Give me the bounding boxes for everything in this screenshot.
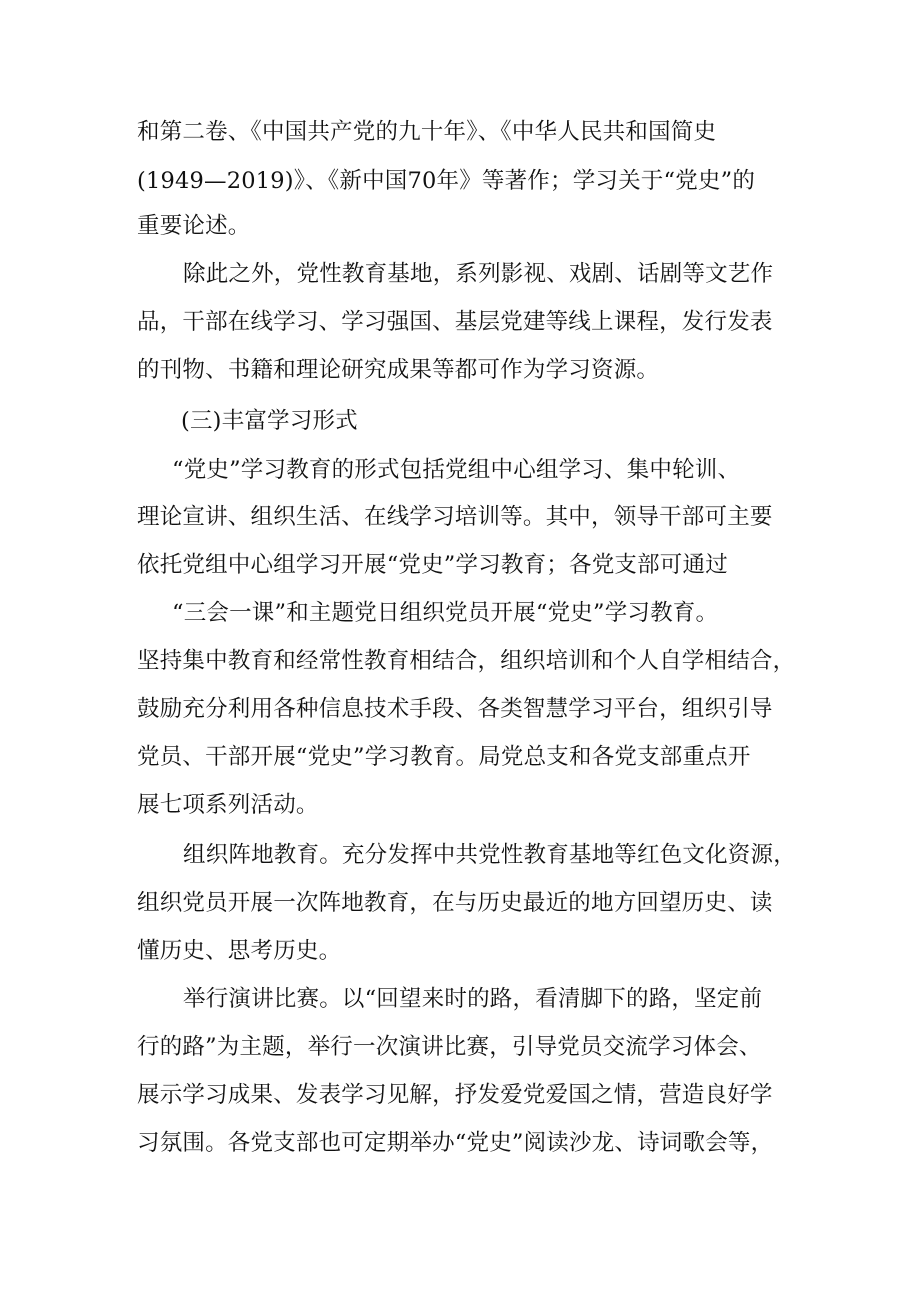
section-heading: (三)丰富学习形式	[181, 408, 358, 434]
paragraph-first-line: 举行演讲比赛。以“回望来时的路，看清脚下的路，坚定前	[183, 986, 763, 1012]
text-line: 重要论述。	[137, 213, 251, 239]
text-line: 组织党员开展一次阵地教育，在与历史最近的地方回望历史、读	[137, 890, 773, 916]
text-line: 理论宣讲、组织生活、在线学习培训等。其中，领导干部可主要	[137, 504, 773, 530]
paragraph-first-line: “党史”学习教育的形式包括党组中心组学习、集中轮训、	[172, 457, 741, 483]
paragraph-first-line: “三会一课”和主题党日组织党员开展“党史”学习教育。	[172, 600, 719, 626]
paragraph-first-line: 组织阵地教育。充分发挥中共党性教育基地等红色文化资源，	[183, 842, 796, 868]
text-line: 的刊物、书籍和理论研究成果等都可作为学习资源。	[137, 357, 660, 383]
text-line: 和第二卷、《中国共产党的九十年》、《中华人民共和国简史	[137, 119, 717, 145]
text-line: 懂历史、思考历史。	[137, 938, 342, 964]
text-line: 依托党组中心组学习开展“党史”学习教育；各党支部可通过	[137, 552, 728, 578]
text-line: 展七项系列活动。	[137, 792, 319, 818]
paragraph-first-line: 除此之外，党性教育基地，系列影视、戏剧、话剧等文艺作	[183, 261, 774, 287]
text-line: 鼓励充分利用各种信息技术手段、各类智慧学习平台，组织引导	[137, 696, 773, 722]
text-line: 行的路”为主题，举行一次演讲比赛，引导党员交流学习体会、	[137, 1034, 762, 1060]
text-line: 习氛围。各党支部也可定期举办“党史”阅读沙龙、诗词歌会等，	[137, 1130, 774, 1156]
text-line: 品，干部在线学习、学习强国、基层党建等线上课程，发行发表	[137, 309, 773, 335]
text-line: 坚持集中教育和经常性教育相结合，组织培训和个人自学相结合，	[137, 648, 796, 674]
text-line: (1949—2019)》、《新中国70年》等著作；学习关于“党史”的	[137, 168, 756, 194]
text-line: 党员、干部开展“党史”学习教育。局党总支和各党支部重点开	[137, 744, 751, 770]
text-line: 展示学习成果、发表学习见解，抒发爱党爱国之情，营造良好学	[137, 1082, 773, 1108]
